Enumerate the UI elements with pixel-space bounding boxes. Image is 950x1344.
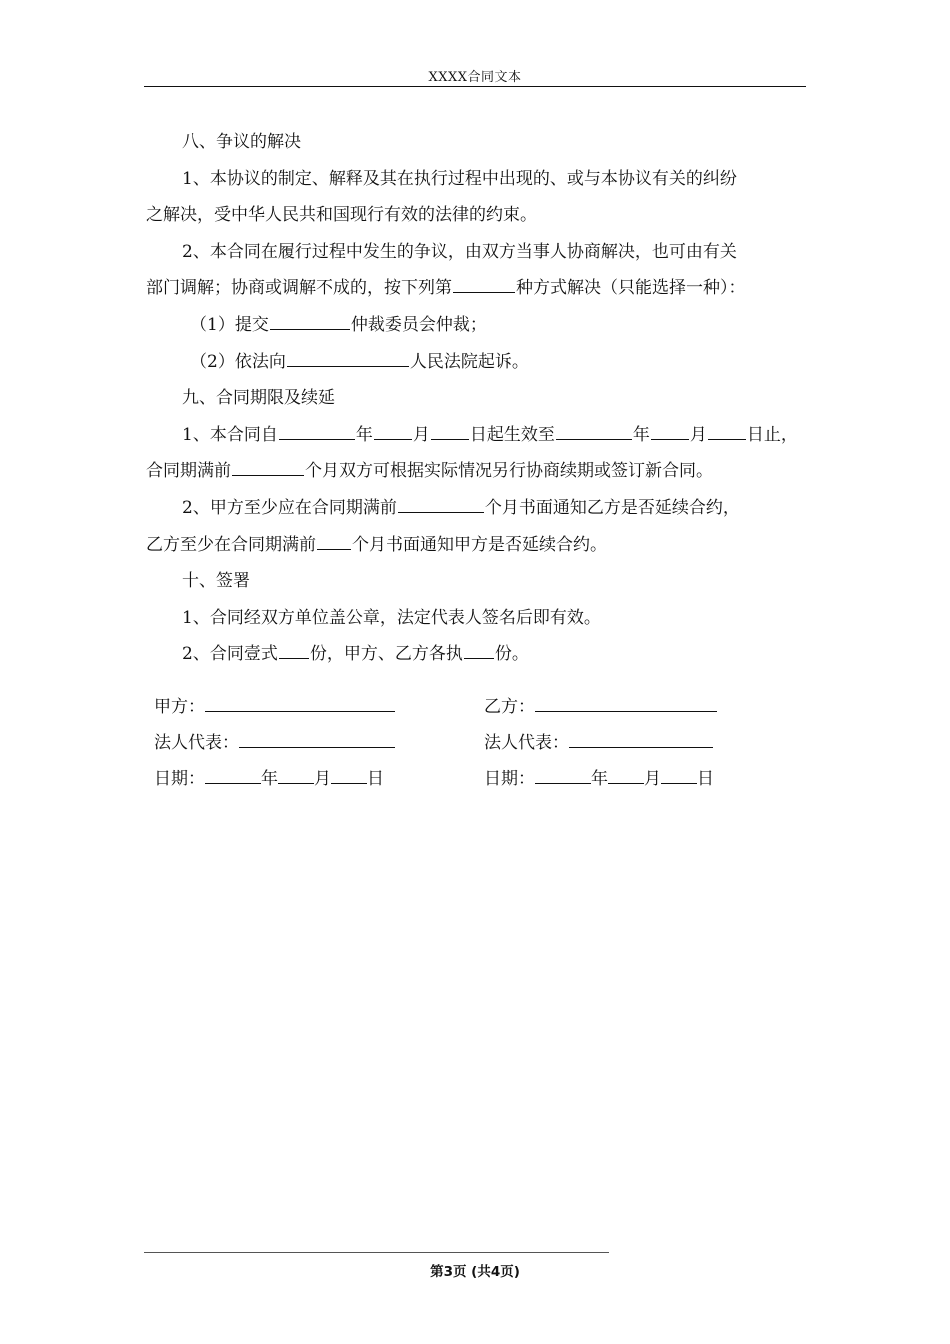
party-a-day-blank[interactable] — [331, 761, 367, 784]
start-day-blank[interactable] — [431, 421, 469, 440]
term-end-label: 日止， — [746, 424, 798, 445]
party-b-date — [484, 761, 714, 795]
party-a-rep-line[interactable] — [239, 725, 395, 748]
section-9-clause-2-line-2 — [146, 527, 816, 564]
month-unit: 月 — [314, 769, 331, 789]
month-unit: 月 — [412, 424, 430, 445]
section-8-clause-2-line-1: 2、本合同在履行过程中发生的争议，由双方当事人协商解决，也可由有关 — [182, 241, 737, 262]
section-10-clause-2 — [146, 636, 816, 673]
page-header-title: XXXX合同文本 — [428, 70, 522, 85]
party-a-signature — [154, 689, 395, 723]
party-b-representative — [484, 725, 713, 759]
party-a-representative — [154, 725, 395, 759]
section-8-heading: 八、争议的解决 — [182, 132, 301, 152]
section-9-heading: 九、合同期限及续延 — [182, 388, 335, 409]
start-year-blank[interactable] — [279, 421, 355, 440]
arbitration-committee-blank[interactable] — [270, 311, 350, 330]
party-b-month-blank[interactable] — [608, 761, 644, 784]
party-b-label: 乙方： — [484, 697, 535, 717]
renewal-suffix: 个月双方可根据实际情况另行协商续期或签订新合同。 — [305, 461, 713, 482]
header-divider — [144, 86, 806, 87]
copies-prefix: 2、合同壹式 — [182, 644, 278, 665]
year-unit: 年 — [355, 424, 373, 445]
arbitration-option-suffix: 仲裁委员会仲裁； — [350, 314, 487, 335]
section-10-heading: 十、签署 — [182, 571, 250, 592]
party-b-notice-prefix: 乙方至少在合同期满前 — [146, 534, 316, 555]
section-9-clause-1-line-1 — [146, 417, 816, 454]
party-b-rep-line[interactable] — [569, 725, 713, 748]
party-a-notice-months-blank[interactable] — [398, 494, 484, 513]
copies-middle: 份，甲方、乙方各执 — [309, 644, 463, 665]
section-9-clause-2-line-1 — [146, 490, 816, 527]
party-b-year-blank[interactable] — [535, 761, 591, 784]
court-option-prefix: （2）依法向 — [190, 351, 286, 372]
month-unit: 月 — [644, 769, 661, 789]
end-month-blank[interactable] — [651, 421, 689, 440]
month-unit: 月 — [689, 424, 707, 445]
year-unit: 年 — [632, 424, 650, 445]
effective-until-label: 日起生效至 — [469, 424, 555, 445]
party-a-date-label: 日期： — [154, 769, 205, 789]
party-b-rep-label: 法人代表： — [484, 733, 569, 753]
party-a-notice-suffix: 个月书面通知乙方是否延续合约， — [484, 497, 740, 518]
end-year-blank[interactable] — [556, 421, 632, 440]
party-a-rep-label: 法人代表： — [154, 733, 239, 753]
section-9-clause-1-line-2 — [146, 453, 816, 490]
arbitration-option — [146, 307, 816, 344]
party-b-date-label: 日期： — [484, 769, 535, 789]
party-a-label: 甲方： — [154, 697, 205, 717]
party-a-signature-line[interactable] — [205, 689, 395, 712]
year-unit: 年 — [591, 769, 608, 789]
arbitration-option-prefix: （1）提交 — [190, 314, 269, 335]
court-option-suffix: 人民法院起诉。 — [409, 351, 529, 372]
party-a-notice-prefix: 2、甲方至少应在合同期满前 — [182, 497, 397, 518]
each-party-copies-blank[interactable] — [464, 640, 494, 659]
year-unit: 年 — [261, 769, 278, 789]
start-month-blank[interactable] — [374, 421, 412, 440]
total-copies-blank[interactable] — [279, 640, 309, 659]
court-option — [146, 344, 816, 381]
dispute-method-blank[interactable] — [453, 274, 515, 293]
page-number: 第3页 (共4页) — [430, 1264, 520, 1280]
party-a-year-blank[interactable] — [205, 761, 261, 784]
day-unit: 日 — [697, 769, 714, 789]
footer-divider — [144, 1252, 609, 1253]
party-b-signature — [484, 689, 717, 723]
renewal-months-blank[interactable] — [232, 457, 304, 476]
contract-body — [146, 124, 816, 673]
party-b-day-blank[interactable] — [661, 761, 697, 784]
party-a-date — [154, 761, 384, 795]
section-8-clause-1-line-1: 1、本协议的制定、解释及其在执行过程中出现的、或与本协议有关的纠纷 — [182, 168, 737, 189]
party-b-signature-line[interactable] — [535, 689, 717, 712]
term-start-label: 1、本合同自 — [182, 424, 278, 445]
party-b-notice-months-blank[interactable] — [317, 531, 351, 550]
day-unit: 日 — [367, 769, 384, 789]
court-name-blank[interactable] — [287, 348, 409, 367]
dispute-text-before-choice: 部门调解；协商或调解不成的，按下列第 — [146, 278, 452, 299]
party-b-notice-suffix: 个月书面通知甲方是否延续合约。 — [352, 534, 607, 555]
section-8-clause-2-line-2 — [146, 270, 816, 307]
section-8-clause-1-line-2: 之解决，受中华人民共和国现行有效的法律的约束。 — [146, 205, 537, 226]
renewal-prefix: 合同期满前 — [146, 461, 231, 482]
end-day-blank[interactable] — [708, 421, 746, 440]
dispute-text-after-choice: 种方式解决（只能选择一种）： — [516, 278, 746, 299]
party-a-month-blank[interactable] — [278, 761, 314, 784]
copies-suffix: 份。 — [494, 644, 529, 665]
section-10-clause-1: 1、合同经双方单位盖公章，法定代表人签名后即有效。 — [182, 607, 601, 628]
